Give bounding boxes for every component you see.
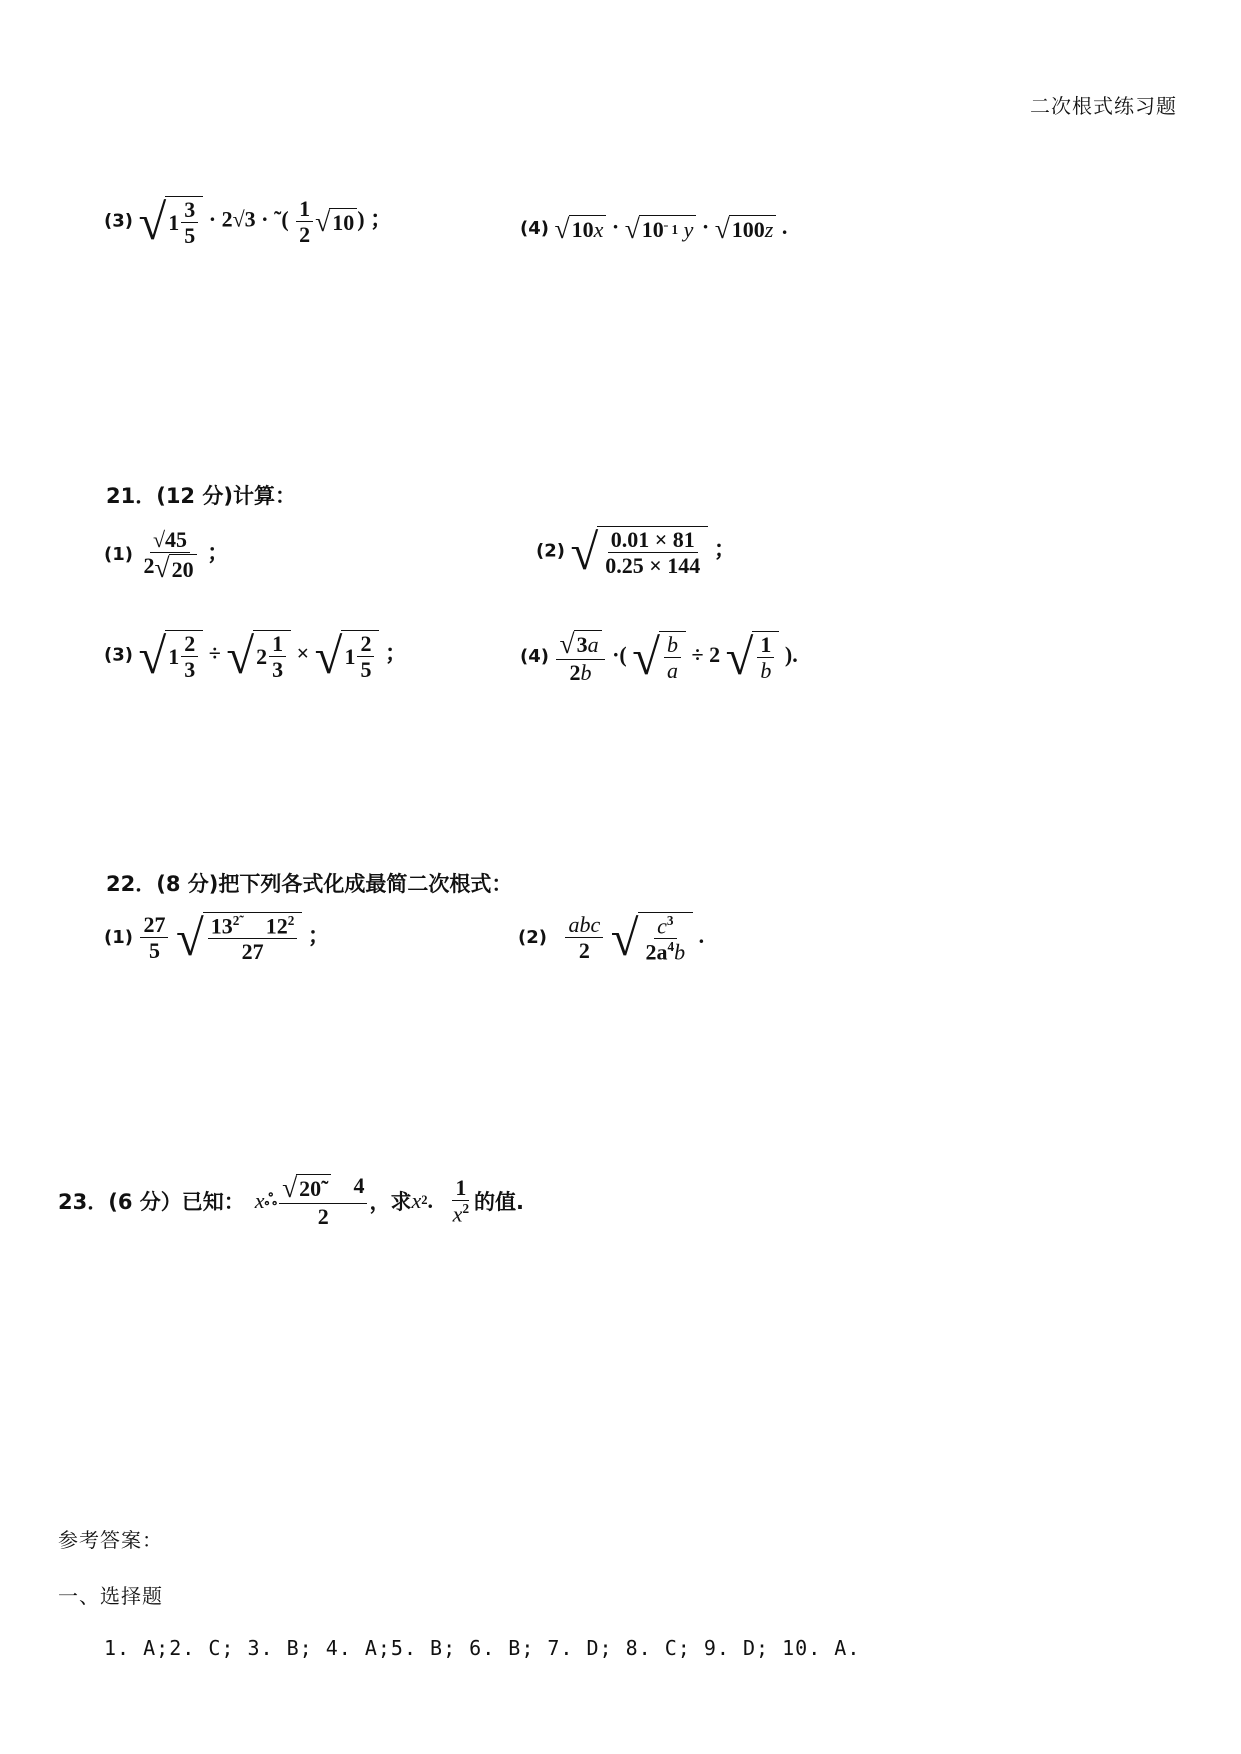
- denominator: 5: [184, 223, 196, 249]
- denominator: 3: [272, 657, 284, 683]
- answers-line: 1. A;2. C; 3. B; 4. A;5. B; 6. B; 7. D; 8. C; 9. D; 10. A.: [104, 1636, 861, 1660]
- mixed-whole: 2: [256, 643, 268, 669]
- numerator: abc: [565, 913, 603, 938]
- numerator: 1: [757, 633, 774, 658]
- end-mark: .: [781, 214, 788, 239]
- denominator: 2: [578, 938, 590, 964]
- part-label: (2): [518, 926, 547, 948]
- superscript: 3: [666, 913, 674, 928]
- fraction: [450, 1176, 472, 1226]
- dot-operator: ·: [611, 214, 620, 239]
- close-paren: ): [357, 206, 365, 232]
- part-label: (4): [520, 645, 549, 667]
- fraction: [757, 633, 774, 682]
- sqrt-expression: √ 100 z: [715, 215, 777, 243]
- variable: c: [657, 913, 667, 939]
- multiply-operator: ×: [296, 640, 310, 666]
- sqrt-expression: √ 2 $\frac{1}{3}$: [226, 630, 291, 681]
- fraction: [181, 632, 198, 681]
- superscript: ˉ 1: [663, 221, 679, 237]
- radicand: 20: [299, 1176, 322, 1202]
- q22-part1: [104, 909, 330, 966]
- mixed-whole: 1: [168, 643, 180, 669]
- denominator: 2: [299, 222, 311, 248]
- numerator: 1: [452, 1176, 469, 1201]
- sqrt-expression: √ $\frac{c^3}{2a^4b}$: [611, 912, 693, 964]
- variable: x: [452, 1201, 463, 1227]
- sqrt-expression: √ 20 ˜: [282, 1174, 331, 1202]
- answers-title: 参考答案：: [58, 1528, 163, 1552]
- end-mark: .: [698, 922, 705, 948]
- numerator: 0.01 × 81: [608, 528, 698, 553]
- numerator: 2: [357, 632, 374, 657]
- q21-part4: [520, 630, 798, 684]
- sqrt-expression: √ 3 a: [559, 630, 601, 658]
- denominator: 0.25 × 144: [605, 553, 701, 579]
- numerator: b: [664, 633, 681, 658]
- numerator: 2: [181, 632, 198, 657]
- term: 2a: [645, 939, 668, 965]
- fraction: [296, 197, 313, 246]
- denominator: [567, 660, 595, 684]
- denominator: 2: [317, 1203, 329, 1229]
- superscript: 2˜: [232, 913, 244, 928]
- sqrt-expression: √ 10 x: [554, 215, 606, 243]
- open-paren: (: [281, 206, 289, 232]
- denominator: 3: [184, 657, 196, 683]
- fraction: [643, 914, 689, 964]
- variable: x: [411, 1187, 422, 1213]
- fraction: [565, 913, 603, 962]
- fraction: [269, 632, 286, 681]
- radicand: 100: [731, 216, 765, 242]
- denominator: 5: [148, 938, 160, 964]
- radicand: 10: [571, 216, 594, 242]
- term: 13: [210, 913, 233, 939]
- part-label: (1): [104, 543, 133, 565]
- answers-section: 一、选择题: [58, 1584, 163, 1608]
- numerator: [654, 914, 676, 939]
- end-mark: ；: [207, 539, 230, 565]
- coefficient: 2: [569, 659, 581, 685]
- sqrt-expression: √ 1 $\frac{3}{5}$: [138, 196, 203, 247]
- numerator: 3: [181, 198, 198, 223]
- numerator: 1: [296, 197, 313, 222]
- superscript: 4: [667, 939, 675, 955]
- superscript: 2: [287, 913, 295, 928]
- dot-mark: .: [427, 1187, 434, 1213]
- numerator: 1: [269, 632, 286, 657]
- end-mark: ；: [713, 536, 736, 562]
- radicand: 3: [576, 632, 588, 658]
- fraction: [357, 632, 374, 681]
- numerator: [208, 914, 298, 939]
- fraction: [279, 1174, 367, 1228]
- variable: z: [764, 216, 774, 242]
- radicand: 10: [641, 216, 664, 242]
- part-label: (4): [520, 218, 549, 239]
- fraction: [602, 528, 703, 577]
- sqrt-expression: √ 1 $\frac{2}{5}$: [315, 630, 380, 681]
- q20-part4: [520, 214, 787, 243]
- superscript: 2: [421, 1193, 428, 1208]
- q20-part3: [104, 193, 393, 250]
- sqrt-expression: √ 20: [154, 554, 196, 582]
- sqrt-expression: √ $\frac{b}{a}$: [632, 631, 686, 682]
- q21-part1: [104, 528, 229, 582]
- part-label: (2): [536, 540, 565, 562]
- fraction: [140, 528, 199, 582]
- denominator: [643, 939, 689, 963]
- numerator: √45: [150, 528, 190, 553]
- fraction: [140, 913, 168, 962]
- fraction: [664, 633, 681, 682]
- sqrt-expression: √ $\frac{1}{b}$: [726, 631, 780, 682]
- denominator: [450, 1201, 472, 1225]
- variable: b: [580, 659, 592, 685]
- sqrt-expression: √ 1 $\frac{2}{3}$: [138, 630, 203, 681]
- variable: x: [254, 1187, 265, 1213]
- fraction: [208, 914, 298, 964]
- divide-term: ÷ 2: [691, 641, 721, 667]
- variable: a: [587, 632, 599, 658]
- q21-part2: [536, 523, 736, 580]
- coefficient: 2: [143, 553, 155, 579]
- q22-title: 22．(8 分)把下列各式化成最简二次根式：: [106, 872, 513, 896]
- fraction: [181, 198, 198, 247]
- superscript: 2: [462, 1201, 470, 1217]
- q21-part3: [104, 627, 407, 684]
- fraction: [556, 630, 604, 684]
- q23-suffix: 的值.: [474, 1189, 525, 1214]
- q23-mid: ，求: [369, 1189, 412, 1214]
- page-header: 二次根式练习题: [1030, 94, 1177, 118]
- sqrt-expression: √ 10 ˉ 1 y: [625, 215, 697, 243]
- denominator: 5: [360, 657, 372, 683]
- q21-title: 21．(12 分)计算：: [106, 484, 296, 508]
- dot-operator: ·: [701, 214, 710, 239]
- radicand: 10: [329, 208, 357, 236]
- end-mark: ；: [307, 922, 330, 948]
- term: 4: [353, 1173, 365, 1198]
- sqrt-expression: √ $\frac{13^{2˜} 12^2}{27}$: [176, 912, 302, 964]
- divide-operator: ÷: [208, 640, 221, 666]
- dot-paren: ·(: [612, 641, 627, 667]
- q22-part2: [518, 910, 705, 967]
- mixed-whole: 1: [344, 643, 356, 669]
- denominator: 27: [241, 939, 264, 965]
- denominator: b: [760, 658, 772, 684]
- denominator: a: [667, 658, 679, 684]
- sqrt-expression: √ 10: [315, 208, 357, 236]
- part-label: (3): [104, 210, 133, 232]
- end-mark: ；: [370, 206, 393, 232]
- numerator: 27: [140, 913, 168, 938]
- mixed-whole: 1: [168, 209, 180, 235]
- variable: b: [674, 939, 686, 965]
- variable: x: [593, 216, 604, 242]
- tilde-mark: ˜: [321, 1176, 329, 1202]
- q23-prefix: 23．(6 分）已知：: [58, 1189, 245, 1214]
- garbled-mark: ஃ: [264, 1191, 278, 1209]
- numerator: [279, 1174, 367, 1204]
- end-mark: ).: [784, 641, 798, 667]
- radicand: 20: [169, 554, 197, 582]
- end-mark: ；: [384, 640, 407, 666]
- variable: y: [683, 216, 694, 242]
- term: 12: [265, 913, 288, 939]
- q23-line: [58, 1174, 524, 1228]
- part-label: (1): [104, 926, 133, 948]
- tilde-mark: ˜: [274, 206, 282, 232]
- sqrt-expression: √ $\frac{0.01 \times 81}{0.25 \times 144}$: [570, 526, 708, 577]
- part-label: (3): [104, 644, 133, 666]
- denominator: [140, 553, 199, 582]
- numerator: [556, 630, 604, 660]
- middle-term: · 2√3 ·: [208, 206, 269, 232]
